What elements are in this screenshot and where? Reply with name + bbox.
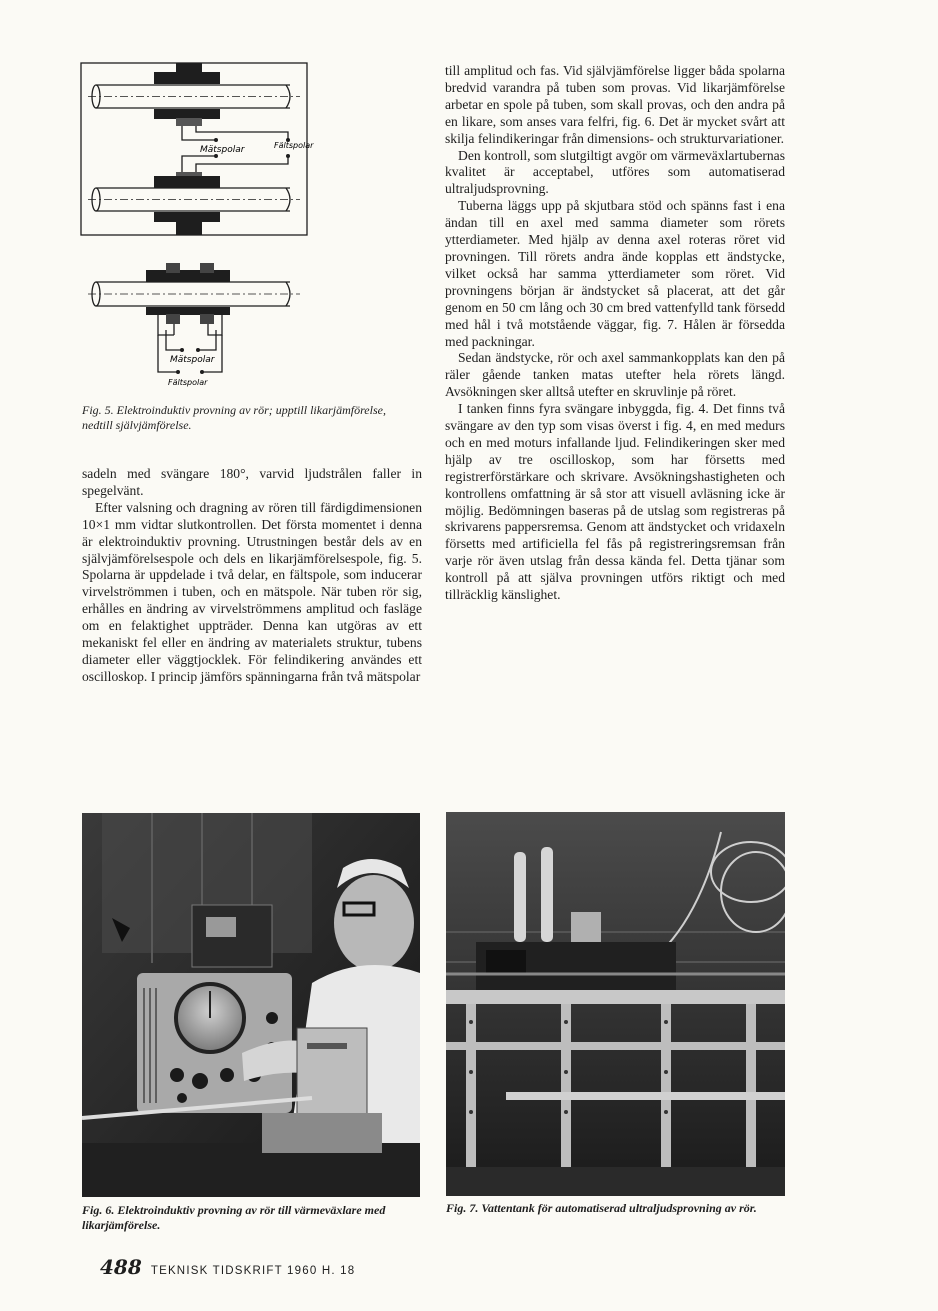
journal-name: TEKNISK TIDSKRIFT 1960 H. 18 [150,1265,356,1277]
left-paragraph-2: Efter valsning och dragning av rören till färdigdimensionen 10×1 mm vidtar slutkontrollen. Det första momentet i denna är elektroinduktiv provning. Utrustningen består dels av en självjämförelsespole och dels en likarjämförelsespole, fig. 5. Spolarna är uppdelade i två delar, en fältspole, som inducerar virvelströmmen i tuben, och en mätspole. När tuben rör sig, erhålles en ändring av virvelströmmens amplitud och fasläge om en felaktighet uppträder. Denna kan utgöras av ett mekaniskt fel eller en ändring av materialets struktur, tubens diameter eller väggtjocklek. För felindikering användes ett oscilloskop. I princip jämförs spänningarna från två mätspolar [82,499,422,684]
right-paragraph-3: Tuberna läggs upp på skjutbara stöd och spänns fast i ena ändan till en axel med samma diameter som rörets ytterdiameter. Med hjälp av denna axel roteras röret vid provningen. Till rörets andra ände kopplas ett ändstycke, vilket också har samma ytterdiameter som röret. Vid provningens början är ändstycket så placerat, att det går genom en 50 cm lång och 30 cm bred vattenfylld tank försedd med hål i två motstående väggar, fig. 7. Hålen är försedda med packningar. [445,198,785,349]
right-paragraph-4: Sedan ändstycke, rör och axel sammankopplats kan den på räler gående tanken matas utefter hela rörets längd. Avsökningen sker alltså utefter en skruvlinje på röret. [445,350,785,400]
fig5-label-matspolar-top: Mätspolar [200,145,245,155]
figure-6-photo [82,813,420,1197]
figure-6-caption-text: Elektroinduktiv provning av rör till värmeväxlare med likarjämförelse. [82,1203,386,1232]
figure-5-caption [82,403,402,433]
left-paragraph-1: sadeln med svängare 180°, varvid ljudstrålen faller in spegelvänt. [82,466,422,498]
fig5-label-faltspolar-bottom: Fältspolar [168,378,208,387]
figure-7-caption [446,1201,786,1216]
figure-5-caption-label: Fig. 5. [82,403,114,417]
figure-5-diagram [78,60,328,395]
fig5-label-faltspolar-top: Fältspolar [274,141,314,150]
probe-left-shape [514,852,526,942]
figure-6-caption-label: Fig. 6. [82,1203,115,1217]
figure-6-caption [82,1203,422,1233]
figure-7-photo-svg [446,812,785,1196]
figure-7-caption-text: Vattentank för automatiserad ultraljudsprovning av rör. [481,1201,757,1215]
figure-6-photo-svg [82,813,420,1197]
page-number: 488 [100,1255,142,1279]
left-column-text [82,466,422,686]
figure-5-svg [78,60,328,395]
rail-shape [446,990,785,1004]
probe-right-shape [541,847,553,942]
figure-5-caption-text: Elektroinduktiv provning av rör; upptill likarjämförelse, nedtill självjämförelse. [82,403,386,432]
figure-7-caption-label: Fig. 7. [446,1201,479,1215]
page-footer [100,1255,500,1281]
right-column-text [445,63,785,604]
right-paragraph-1: till amplitud och fas. Vid självjämförelse ligger båda spolarna bredvid varandra på tuben som provas. Vid likarjämförelse arbetar en spole på tuben, som skall provas, och den andra på en likare, som anses vara felfri, fig. 6. Det är mycket svårt att skilja felindikeringar från dimensions- och strukturvariationer. [445,63,785,146]
figure-7-photo [446,812,785,1196]
person-head-shape [334,875,414,971]
right-paragraph-5: I tanken finns fyra svängare inbyggda, fig. 4. Det finns två svängare av den typ som visas överst i fig. 4, en med medurs och en med moturs infallande ljud. Felindikeringen sker med hjälp av tre oscilloskop, som har försetts med registrerförstärkare och skrivare. Avsökningshastigheten och kontrollens omfattning är så stor att visuell avläsning icke är möjlig. Bedömningen baseras på de utslag som registreras på skrivarens pappersremsa. Genom att ändstycket och vridaxeln försetts med artificiella fel fås på registreringsremsan från varje rör även utslag från dessa kända fel. Detta tjänar som kontroll på att själva provningen utförs riktigt och med tillräcklig känslighet. [445,401,785,603]
right-paragraph-2: Den kontroll, som slutgiltigt avgör om värmeväxlartubernas kvalitet är acceptabel, utföres som automatiserad ultraljudsprovning. [445,147,785,197]
fig5-label-matspolar-bottom: Mätspolar [170,355,215,365]
